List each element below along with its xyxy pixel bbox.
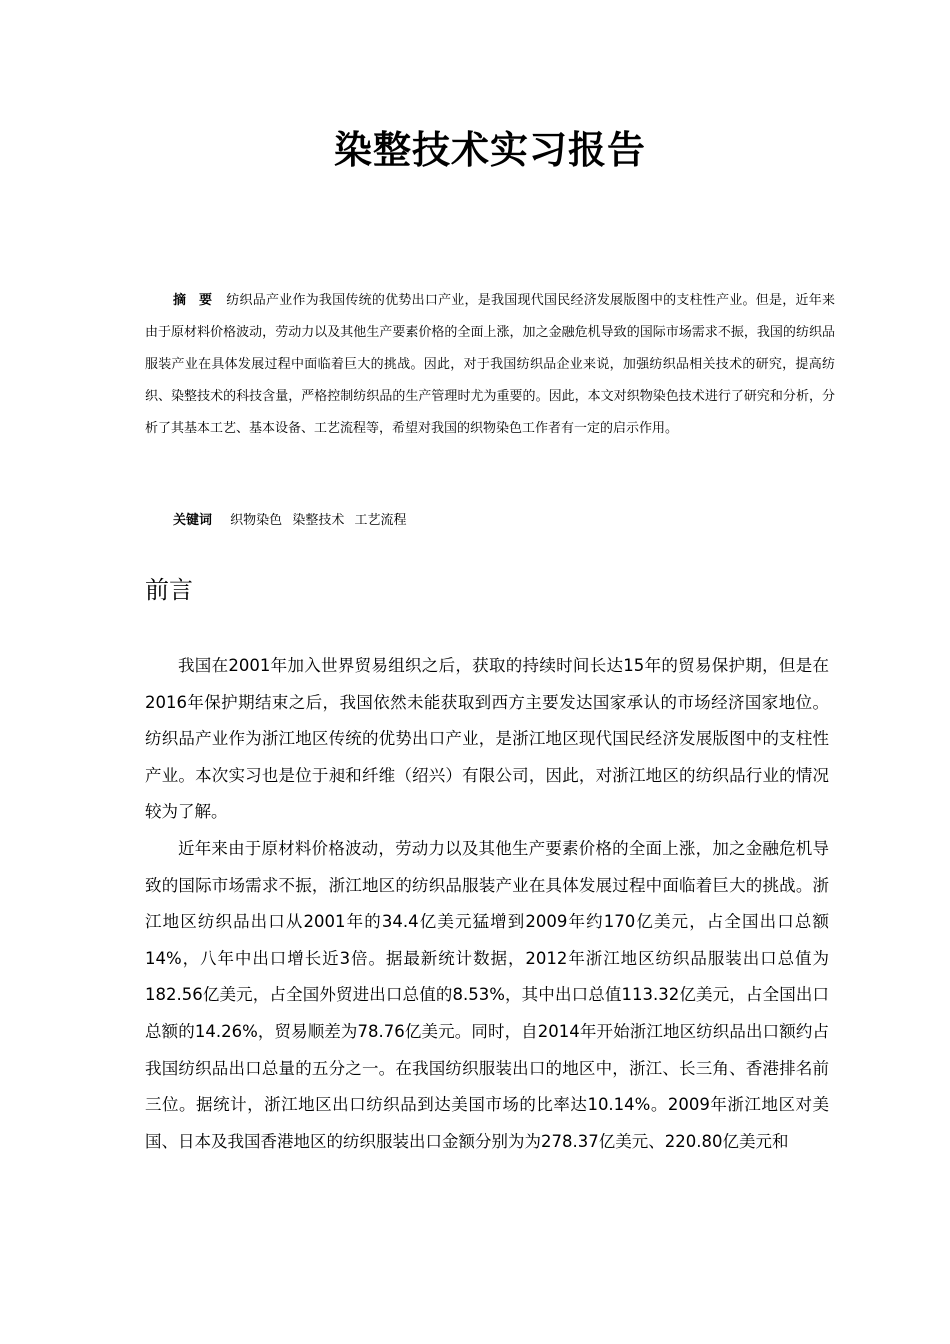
document-title: 染整技术实习报告: [333, 127, 646, 172]
keywords-section: [145, 505, 835, 537]
preface-body: [145, 648, 829, 1160]
preface-heading: 前言: [145, 576, 193, 604]
abstract-text: 纺织品产业作为我国传统的优势出口产业，是我国现代国民经济发展版图中的支柱性产业。但是，近年来由于原材料价格波动，劳动力以及其他生产要素价格的全面上涨，加之金融危机导致的国际市场需求不振，我国的纺织品服装产业在具体发展过程中面临着巨大的挑战。因此，对于我国纺织品企业来说，加强纺织品相关技术的研究，提高纺织、染整技术的科技含量，严格控制纺织品的生产管理时尤为重要的。因此，本文对织物染色技术进行了研究和分析，分析了其基本工艺、基本设备、工艺流程等，希望对我国的织物染色工作者有一定的启示作用。: [145, 293, 835, 436]
body-paragraph: 近年来由于原材料价格波动，劳动力以及其他生产要素价格的全面上涨，加之金融危机导致的国际市场需求不振，浙江地区的纺织品服装产业在具体发展过程中面临着巨大的挑战。浙江地区纺织品出口从2001年的34.4亿美元猛增到2009年约170亿美元，占全国出口总额14%，八年中出口增长近3倍。据最新统计数据，2012年浙江地区纺织品服装出口总值为182.56亿美元，占全国外贸进出口总值的8.53%，其中出口总值113.32亿美元，占全国出口总额的14.26%，贸易顺差为78.76亿美元。同时，自2014年开始浙江地区纺织品出口额约占我国纺织品出口总量的五分之一。在我国纺织服装出口的地区中，浙江、长三角、香港排名前三位。据统计，浙江地区出口纺织品到达美国市场的比率达10.14%。2009年浙江地区对美国、日本及我国香港地区的纺织服装出口金额分别为为278.37亿美元、220.80亿美元和: [145, 838, 829, 1151]
body-paragraph: 我国在2001年加入世界贸易组织之后，获取的持续时间长达15年的贸易保护期，但是在2016年保护期结束之后，我国依然未能获取到西方主要发达国家承认的市场经济国家地位。纺织品产业作为浙江地区传统的优势出口产业，是浙江地区现代国民经济发展版图中的支柱性产业。本次实习也是位于昶和纤维（绍兴）有限公司，因此，对浙江地区的纺织品行业的情况较为了解。: [145, 656, 829, 822]
keywords-label: 关键词: [173, 513, 213, 528]
keyword-item: 工艺流程: [354, 513, 407, 528]
keyword-item: 织物染色: [230, 513, 283, 528]
abstract-label: 摘 要: [173, 293, 213, 308]
keyword-item: 染整技术: [292, 513, 345, 528]
abstract-section: [145, 285, 835, 445]
